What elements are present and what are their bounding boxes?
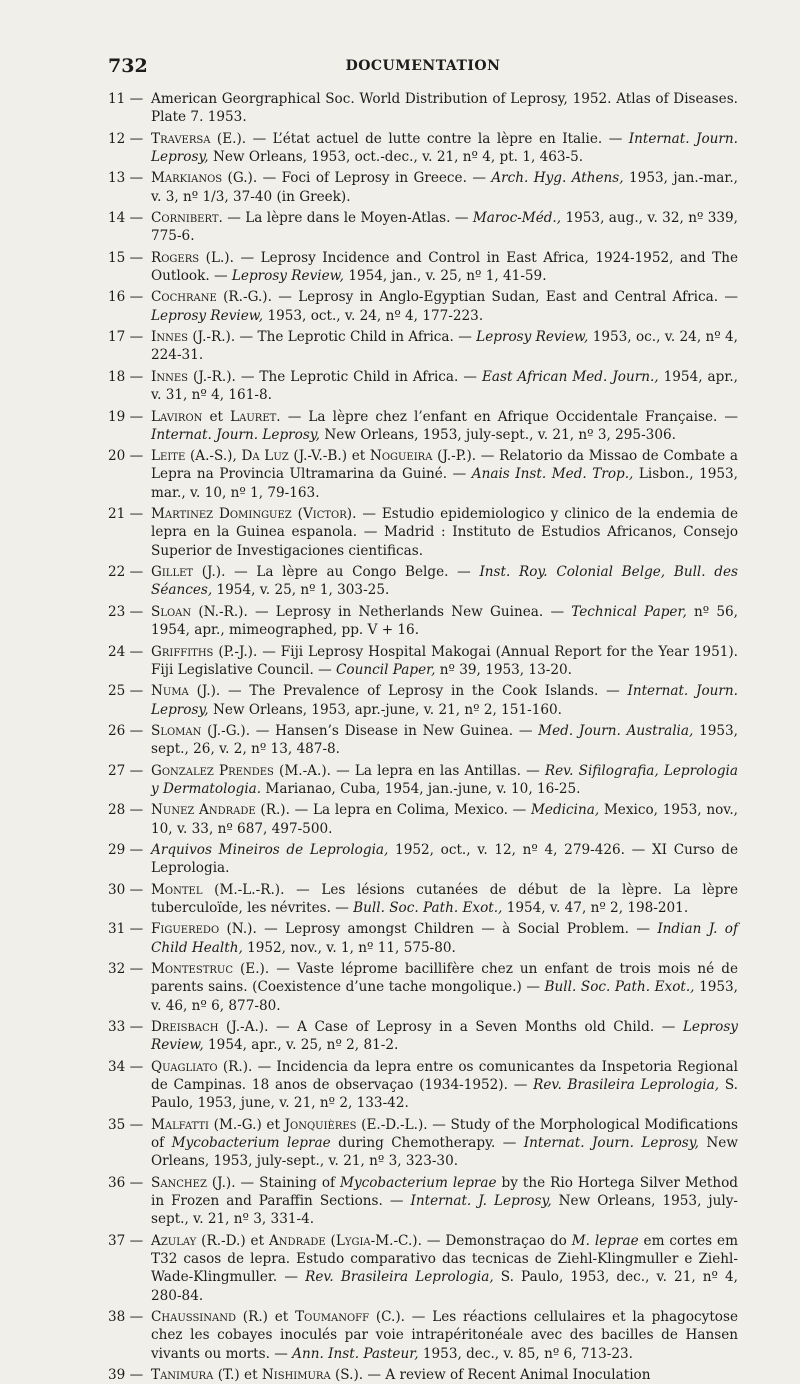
entry-text [151, 209, 738, 246]
entry-number: 27 — [108, 762, 144, 779]
entry-source: Internat. Journ. Leprosy, [151, 683, 738, 718]
entry-text [151, 920, 738, 957]
entry-segment: — Leprosy amongst Children — à Social Problem. — [256, 921, 658, 938]
entry-text [151, 169, 738, 206]
entry-segment: 1953, oc., v. 24, nº 4, 224-31. [151, 329, 738, 364]
entry-segment: et [239, 1366, 262, 1383]
bibliography-list [108, 90, 738, 1384]
entry-segment: 1954, v. 25, nº 1, 303-25. [212, 582, 390, 599]
entry-text [151, 1174, 738, 1229]
entry-source: Medicina, [531, 802, 600, 819]
entry-author: Numa (J.). [151, 683, 221, 700]
entry-source: Ann. Inst. Pasteur, [292, 1345, 419, 1362]
entry-segment: nº 39, 1953, 13-20. [435, 661, 572, 678]
entry-author: Nishimura (S.). [261, 1366, 364, 1383]
entry-author: Montestruc (E.). [151, 961, 270, 978]
entry-segment: et [202, 408, 231, 425]
bibliography-entry [108, 408, 738, 445]
entry-number: 16 — [108, 289, 144, 306]
entry-segment: — Leprosy Incidence and Control in East Africa, 1924-1952, and The Outlook. — [151, 249, 738, 285]
bibliography-entry [108, 368, 738, 405]
entry-text [151, 881, 738, 918]
entry-text [151, 960, 738, 1015]
bibliography-entry [108, 841, 738, 878]
entry-number: 37 — [108, 1232, 144, 1249]
entry-segment: et [347, 448, 370, 465]
entry-number: 32 — [108, 961, 144, 978]
entry-text [151, 762, 738, 799]
entry-segment: — Fiji Leprosy Hospital Makogai (Annual Report for the Year 1951). Fiji Legislative Council. — [151, 643, 738, 678]
entry-number: 34 — [108, 1058, 144, 1075]
entry-segment: — Leprosy in Netherlands New Guinea. — [247, 603, 572, 620]
bibliography-entry [108, 1232, 738, 1305]
entry-source: Internat. J. Leprosy, [410, 1192, 552, 1209]
entry-source: M. leprae [571, 1232, 639, 1249]
entry-segment: 1953, oct., v. 24, nº 4, 177-223. [263, 307, 484, 324]
bibliography-entry [108, 1116, 738, 1171]
entry-source: East African Med. Journ., [481, 368, 659, 385]
entry-segment: S. Paulo, 1953, june, v. 21, nº 2, 133-42. [151, 1077, 738, 1112]
entry-text [151, 328, 738, 365]
entry-segment: by the Rio Hortega Silver Method in Frozen and Paraffin Sections. — [151, 1174, 738, 1209]
bibliography-entry [108, 881, 738, 918]
entry-segment: — Foci of Leprosy in Greece. — [257, 170, 492, 187]
entry-segment: 1953, v. 46, nº 6, 877-80. [151, 979, 739, 1014]
entry-author: Sloman (J.-G.). [151, 722, 251, 739]
entry-segment: New Orleans, 1953, apr.-june, v. 21, nº 2, 151-160. [208, 701, 562, 718]
entry-segment: during Chemotherapy. — [330, 1134, 524, 1151]
entry-number: 19 — [108, 408, 144, 425]
entry-author: Innes (J.-R.). [151, 329, 236, 346]
bibliography-entry [108, 563, 738, 600]
bibliography-entry [108, 447, 738, 502]
entry-author: Andrade (Lygia-M.-C.). [268, 1232, 422, 1249]
entry-source: Rev. Sifilografia, Leprologia y Dermatologia. [151, 762, 738, 797]
entry-text [151, 682, 738, 719]
entry-author: Tanimura (T.) [151, 1366, 240, 1383]
entry-author: Cornibert. [151, 210, 223, 227]
entry-number: 36 — [108, 1174, 144, 1191]
entry-source: Internat. Journ. Leprosy, [151, 130, 738, 165]
entry-text [151, 130, 738, 167]
bibliography-entry [108, 920, 738, 957]
entry-segment: em cortes em T32 casos de lepra. Estudo comparativo das tecnicas de Ziehl-Klingmuller e Ziehl-Wade-Klingmuller. — [151, 1232, 738, 1286]
entry-segment: 1954, apr., v. 31, nº 4, 161-8. [151, 368, 738, 404]
entry-author: Nunez Andrade (R.). [151, 802, 290, 819]
entry-number: 15 — [108, 249, 144, 266]
running-title: DOCUMENTATION [345, 58, 501, 74]
entry-segment: — Hansen’s Disease in New Guinea. — [250, 722, 539, 739]
entry-segment: — L’état actuel de lutte contre la lèpre en Italie. — [246, 130, 629, 147]
entry-text [151, 1018, 738, 1055]
bibliography-entry [108, 209, 738, 246]
entry-author: Gonzalez Prendes (M.-A.). [151, 762, 331, 779]
entry-segment: — Estudio epidemiologico y clinico de la endemia de lepra en la Guinea espanola. — Madrid : Instituto de Estudios Africanos, Consejo Superior de Investigaciones cientificas. [151, 506, 738, 559]
entry-segment: Marianao, Cuba, 1954, jan.-june, v. 10, 16-25. [261, 780, 581, 797]
entry-number: 26 — [108, 722, 144, 739]
entry-author: Leite (A.-S.), Da Luz (J.-V.-B.) [151, 448, 347, 465]
entry-segment: — La lèpre chez l’enfant en Afrique Occidentale Française. — [280, 408, 739, 425]
bibliography-entry [108, 960, 738, 1015]
entry-number: 25 — [108, 683, 144, 700]
entry-text [151, 1232, 738, 1305]
bibliography-entry [108, 1018, 738, 1055]
entry-segment: — La lepra en Colima, Mexico. — [289, 802, 531, 819]
entry-author: Sloan (N.-R.). [151, 603, 248, 620]
entry-segment: — Demonstraçao do [421, 1232, 572, 1249]
entry-segment: 1952, nov., v. 1, nº 11, 575-80. [242, 939, 456, 956]
entry-number: 30 — [108, 881, 144, 898]
bibliography-entry [108, 288, 738, 325]
entry-source: Mycobacterium leprae [340, 1174, 497, 1191]
entry-author: Griffiths (P.-J.). [151, 643, 258, 660]
bibliography-entry [108, 1174, 738, 1229]
entry-source: Indian J. of Child Health, [151, 921, 738, 956]
entry-segment: — La lèpre dans le Moyen-Atlas. — [222, 210, 473, 227]
entry-number: 11 — [108, 91, 144, 107]
entry-number: 38 — [108, 1308, 144, 1325]
entry-author: Chaussinand (R.) [151, 1308, 268, 1325]
entry-author: Figueredo (N.). [151, 921, 257, 938]
entry-text [151, 643, 738, 680]
entry-author: Cochrane (R.-G.). [151, 289, 272, 306]
bibliography-entry [108, 90, 738, 127]
entry-segment: 1952, oct., v. 12, nº 4, 279-426. — XI Curso de Leprologia. [151, 841, 738, 877]
entry-author: Dreisbach (J.-A.). [151, 1019, 269, 1036]
entry-text [151, 603, 738, 640]
entry-author: Jonquières (E.-D.-L.). [284, 1116, 428, 1133]
entry-author: Montel (M.-L.-R.). [151, 881, 285, 898]
entry-segment: et [245, 1232, 269, 1249]
entry-segment: — Vaste lépromе bacillifère chez un enfant de trois mois né de parents sains. (Coexistence d’une tache mongolique.) — [151, 961, 738, 996]
entry-source: Arch. Hyg. Athens, [491, 170, 624, 187]
entry-segment: et [267, 1308, 296, 1325]
bibliography-entry [108, 801, 738, 838]
entry-segment: 1954, v. 47, nº 2, 198-201. [502, 899, 689, 916]
entry-source: Maroc-Méd., [472, 210, 562, 227]
bibliography-entry [108, 762, 738, 799]
entry-number: 23 — [108, 603, 144, 620]
entry-number: 18 — [108, 368, 144, 385]
entry-number: 20 — [108, 448, 144, 465]
entry-source: Internat. Journ. Leprosy, [523, 1134, 699, 1151]
entry-author: Martinez Dominguez (Victor). [151, 506, 357, 523]
entry-source: Leprosy Review, [231, 268, 345, 285]
entry-text [151, 722, 738, 759]
entry-segment: et [261, 1116, 285, 1133]
entry-author: Azulay (R.-D.) [151, 1232, 246, 1249]
entry-author: Toumanoff (C.). [295, 1308, 406, 1325]
entry-author: Innes (J.-R.). [151, 368, 236, 385]
entry-segment: — Les lésions cutanées de début de la lèpre. La lèpre tuberculoïde, les névrites. — [151, 881, 739, 916]
entry-segment: — A review of Recent Animal Inoculation [363, 1366, 651, 1383]
entry-source: Arquivos Mineiros de Leprologia, [151, 841, 389, 858]
entry-segment: — The Leprotic Child in Africa. — [235, 329, 477, 346]
entry-text [151, 90, 738, 127]
entry-number: 39 — [108, 1366, 144, 1383]
entry-segment: New Orleans, 1953, july-sept., v. 21, nº 3, 323-30. [151, 1134, 738, 1170]
entry-source: Bull. Soc. Path. Exot., [544, 979, 695, 996]
entry-segment: — Relatorio da Missao de Combate a Lepra na Provincia Ultramarina da Guiné. — [151, 448, 738, 483]
entry-text [151, 447, 738, 502]
entry-source: Med. Journ. Australia, [538, 722, 694, 739]
bibliography-entry [108, 722, 738, 759]
entry-segment: — The Prevalence of Leprosy in the Cook Islands. — [220, 683, 628, 700]
entry-number: 29 — [108, 841, 144, 858]
entry-text [151, 801, 738, 838]
entry-number: 13 — [108, 170, 144, 187]
entry-source: Bull. Soc. Path. Exot., [353, 899, 503, 916]
entry-text [151, 1058, 738, 1113]
bibliography-entry [108, 603, 738, 640]
entry-source: Internat. Journ. Leprosy, [151, 426, 321, 443]
entry-number: 21 — [108, 506, 144, 523]
entry-segment: Mexico, 1953, nov., 10, v. 33, nº 687, 497-500. [151, 802, 738, 837]
entry-number: 24 — [108, 643, 144, 660]
entry-segment: 1953, jan.-mar., v. 3, nº 1/3, 37-40 (in Greek). [151, 170, 738, 205]
entry-segment: Lisbon., 1953, mar., v. 10, nº 1, 79-163. [151, 466, 738, 501]
entry-source: Inst. Roy. Colonial Belge, Bull. des Séances, [151, 564, 738, 599]
entry-author: Rogers (L.). [151, 249, 234, 266]
bibliography-entry [108, 169, 738, 206]
entry-segment: — Study of the Morphological Modifications of [151, 1116, 738, 1151]
entry-number: 17 — [108, 329, 144, 346]
entry-text [151, 1308, 738, 1363]
entry-segment: — Incidencia da lepra entre os comunicantes da Inspetoria Regional de Campinas. 18 anos de observaçao (1934-1952). — [151, 1058, 738, 1093]
entry-source: Rev. Brasileira Leprologia, [533, 1077, 720, 1093]
entry-segment: New Orleans, 1953, july-sept., v. 21, nº 3, 295-306. [320, 426, 676, 443]
entry-segment: — La lèpre au Congo Belge. — [225, 564, 480, 581]
entry-segment: — The Leprotic Child in Africa. — [235, 368, 482, 385]
entry-number: 12 — [108, 130, 144, 147]
entry-author: Laviron [151, 408, 203, 425]
entry-text [151, 505, 738, 560]
entry-segment: 1953, sept., 26, v. 2, nº 13, 487-8. [151, 722, 738, 758]
entry-segment: 1953, dec., v. 85, nº 6, 713-23. [418, 1345, 633, 1362]
entry-source: Technical Paper, [571, 603, 687, 620]
entry-source: Leprosy Review, [476, 329, 589, 346]
entry-source: Mycobacterium leprae [171, 1134, 331, 1151]
entry-text [151, 563, 738, 600]
entry-segment: — A Case of Leprosy in a Seven Months old Child. — [268, 1019, 683, 1036]
entry-source: Rev. Brasileira Leprologia, [305, 1269, 494, 1286]
entry-segment: — Leprosy in Anglo-Egyptian Sudan, East and Central Africa. — [271, 289, 738, 306]
entry-author: Lauret. [230, 408, 281, 425]
bibliography-entry [108, 249, 738, 286]
entry-source: Anais Inst. Med. Trop., [471, 466, 634, 483]
entry-text [151, 841, 738, 878]
entry-number: 31 — [108, 921, 144, 938]
entry-number: 35 — [108, 1116, 144, 1133]
bibliography-entry [108, 643, 738, 680]
entry-source: Leprosy Review, [151, 307, 264, 324]
entry-source: Leprosy Review, [151, 1019, 738, 1054]
entry-text [151, 288, 738, 325]
entry-segment: — La lepra en las Antillas. — [330, 762, 545, 779]
entry-author: Markianos (G.). [151, 170, 258, 187]
entry-number: 28 — [108, 802, 144, 819]
entry-number: 14 — [108, 210, 144, 227]
bibliography-entry [108, 328, 738, 365]
entry-segment: S. Paulo, 1953, dec., v. 21, nº 4, 280-84. [151, 1269, 738, 1304]
entry-text [151, 249, 738, 286]
entry-author: Malfatti (M.-G.) [151, 1116, 262, 1133]
entry-author: Nogueira (J.-P.). [369, 448, 477, 465]
bibliography-entry [108, 682, 738, 719]
bibliography-entry [108, 505, 738, 560]
bibliography-entry [108, 1366, 738, 1384]
entry-segment: New Orleans, 1953, july-sept., v. 21, nº 3, 331-4. [151, 1192, 738, 1228]
entry-author: Quagliato (R.). [151, 1058, 253, 1075]
entry-source: Council Paper, [336, 661, 436, 678]
entry-author: Traversa (E.). [151, 130, 247, 147]
entry-text [151, 408, 738, 445]
entry-segment: New Orleans, 1953, oct.-dec., v. 21, nº 4, pt. 1, 463-5. [208, 148, 584, 165]
entry-segment: American Georgraphical Soc. World Distribution of Leprosy, 1952. Atlas of Diseases. Plate 7. 1953. [151, 91, 738, 126]
entry-text [151, 1116, 738, 1171]
entry-segment: — Staining of [235, 1174, 341, 1191]
entry-segment: nº 56, 1954, apr., mimeographed, pp. V + 16. [151, 603, 738, 639]
entry-number: 33 — [108, 1019, 144, 1036]
page-number: 732 [108, 55, 148, 77]
entry-text [151, 1366, 738, 1384]
bibliography-entry [108, 1058, 738, 1113]
entry-segment: 1954, apr., v. 25, nº 2, 81-2. [203, 1037, 399, 1054]
entry-author: Sanchez (J.). [151, 1174, 236, 1191]
bibliography-entry [108, 1308, 738, 1363]
entry-author: Gillet (J.). [151, 564, 226, 581]
entry-segment: 1954, jan., v. 25, nº 1, 41-59. [344, 268, 547, 285]
page-header [108, 55, 738, 85]
bibliography-entry [108, 130, 738, 167]
entry-number: 22 — [108, 564, 144, 581]
entry-segment: 1953, aug., v. 32, nº 339, 775-6. [151, 210, 739, 245]
entry-segment: — Les réactions cellulaires et la phagocytose chez les cobayes inoculés par voie intrapéritonéale avec des bacilles de Hansen vivants ou morts. — [151, 1308, 739, 1362]
entry-text [151, 368, 738, 405]
